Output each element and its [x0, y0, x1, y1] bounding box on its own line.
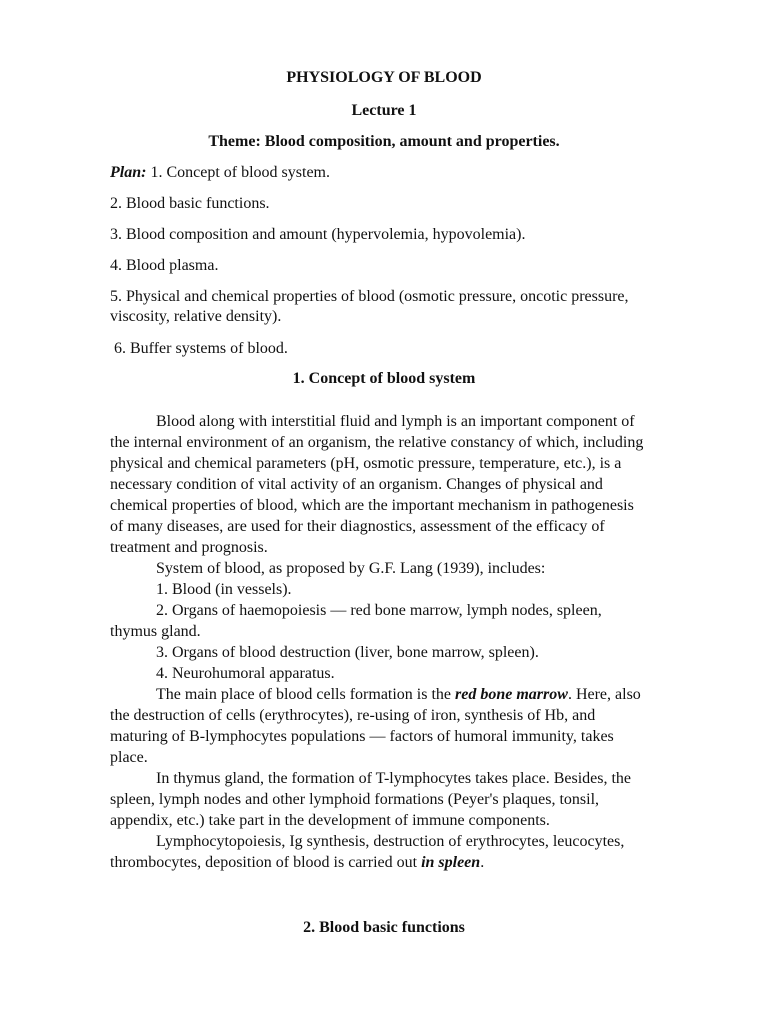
blood-system-item-3: 3. Organs of blood destruction (liver, bone marrow, spleen).	[156, 644, 539, 661]
section-2-heading: 2. Blood basic functions	[303, 919, 465, 936]
red-bone-marrow-emphasis: red bone marrow	[455, 686, 568, 703]
plan-item-3: 3. Blood composition and amount (hypervolemia, hypovolemia).	[110, 226, 526, 243]
blood-system-item-4: 4. Neurohumoral apparatus.	[156, 665, 335, 682]
plan-item-1	[110, 162, 710, 183]
marrow-text-before: The main place of blood cells formation is the	[156, 686, 456, 703]
plan-label: Plan:	[110, 164, 147, 181]
plan-item-1-text: 1. Concept of blood system.	[146, 164, 330, 181]
paragraph-1-line: treatment and prognosis.	[110, 539, 268, 556]
thymus-paragraph-line: appendix, etc.) take part in the development of immune components.	[110, 812, 550, 829]
spleen-paragraph-line: Lymphocytopoiesis, Ig synthesis, destruction of erythrocytes, leucocytes,	[156, 833, 625, 850]
marrow-paragraph-line: the destruction of cells (erythrocytes), re-using of iron, synthesis of Hb, and	[110, 707, 596, 724]
lecture-number: Lecture 1	[351, 102, 417, 119]
thymus-paragraph-line: In thymus gland, the formation of T-lymphocytes takes place. Besides, the	[156, 770, 632, 787]
marrow-paragraph-first-line	[156, 684, 756, 705]
plan-item-5-line-1: 5. Physical and chemical properties of blood (osmotic pressure, oncotic pressure,	[110, 288, 629, 305]
blood-system-item-1: 1. Blood (in vessels).	[156, 581, 292, 598]
marrow-paragraph-line: place.	[110, 749, 148, 766]
marrow-text-after: . Here, also	[567, 686, 641, 703]
spleen-paragraph-last-line	[110, 852, 710, 873]
blood-system-item-2: 2. Organs of haemopoiesis — red bone marrow, lymph nodes, spleen,	[156, 602, 602, 619]
blood-system-intro: System of blood, as proposed by G.F. Lang (1939), includes:	[156, 560, 546, 577]
paragraph-1-line: necessary condition of vital activity of an organism. Changes of physical and	[110, 476, 603, 493]
plan-item-2: 2. Blood basic functions.	[110, 195, 270, 212]
paragraph-1-line: Blood along with interstitial fluid and lymph is an important component of	[156, 413, 635, 430]
spleen-text-after: .	[480, 854, 485, 871]
spleen-text-before: thrombocytes, deposition of blood is carried out	[110, 854, 422, 871]
plan-item-6: 6. Buffer systems of blood.	[114, 340, 288, 357]
lecture-theme: Theme: Blood composition, amount and properties.	[208, 133, 560, 150]
document-title: PHYSIOLOGY OF BLOOD	[286, 69, 482, 86]
in-spleen-emphasis: in spleen	[421, 854, 481, 871]
thymus-paragraph-line: spleen, lymph nodes and other lymphoid formations (Peyer's plaques, tonsil,	[110, 791, 600, 808]
paragraph-1-line: chemical properties of blood, which are the important mechanism in pathogenesis	[110, 497, 634, 514]
plan-item-5-line-2: viscosity, relative density).	[110, 308, 282, 325]
plan-item-4: 4. Blood plasma.	[110, 257, 219, 274]
blood-system-item-2-cont: thymus gland.	[110, 623, 201, 640]
marrow-paragraph-line: maturing of B-lymphocytes populations — factors of humoral immunity, takes	[110, 728, 614, 745]
section-1-heading: 1. Concept of blood system	[292, 370, 476, 387]
paragraph-1-line: the internal environment of an organism, the relative constancy of which, including	[110, 434, 644, 451]
paragraph-1-line: of many diseases, are used for their diagnostics, assessment of the efficacy of	[110, 518, 605, 535]
paragraph-1-line: physical and chemical parameters (pH, osmotic pressure, temperature, etc.), is a	[110, 455, 622, 472]
